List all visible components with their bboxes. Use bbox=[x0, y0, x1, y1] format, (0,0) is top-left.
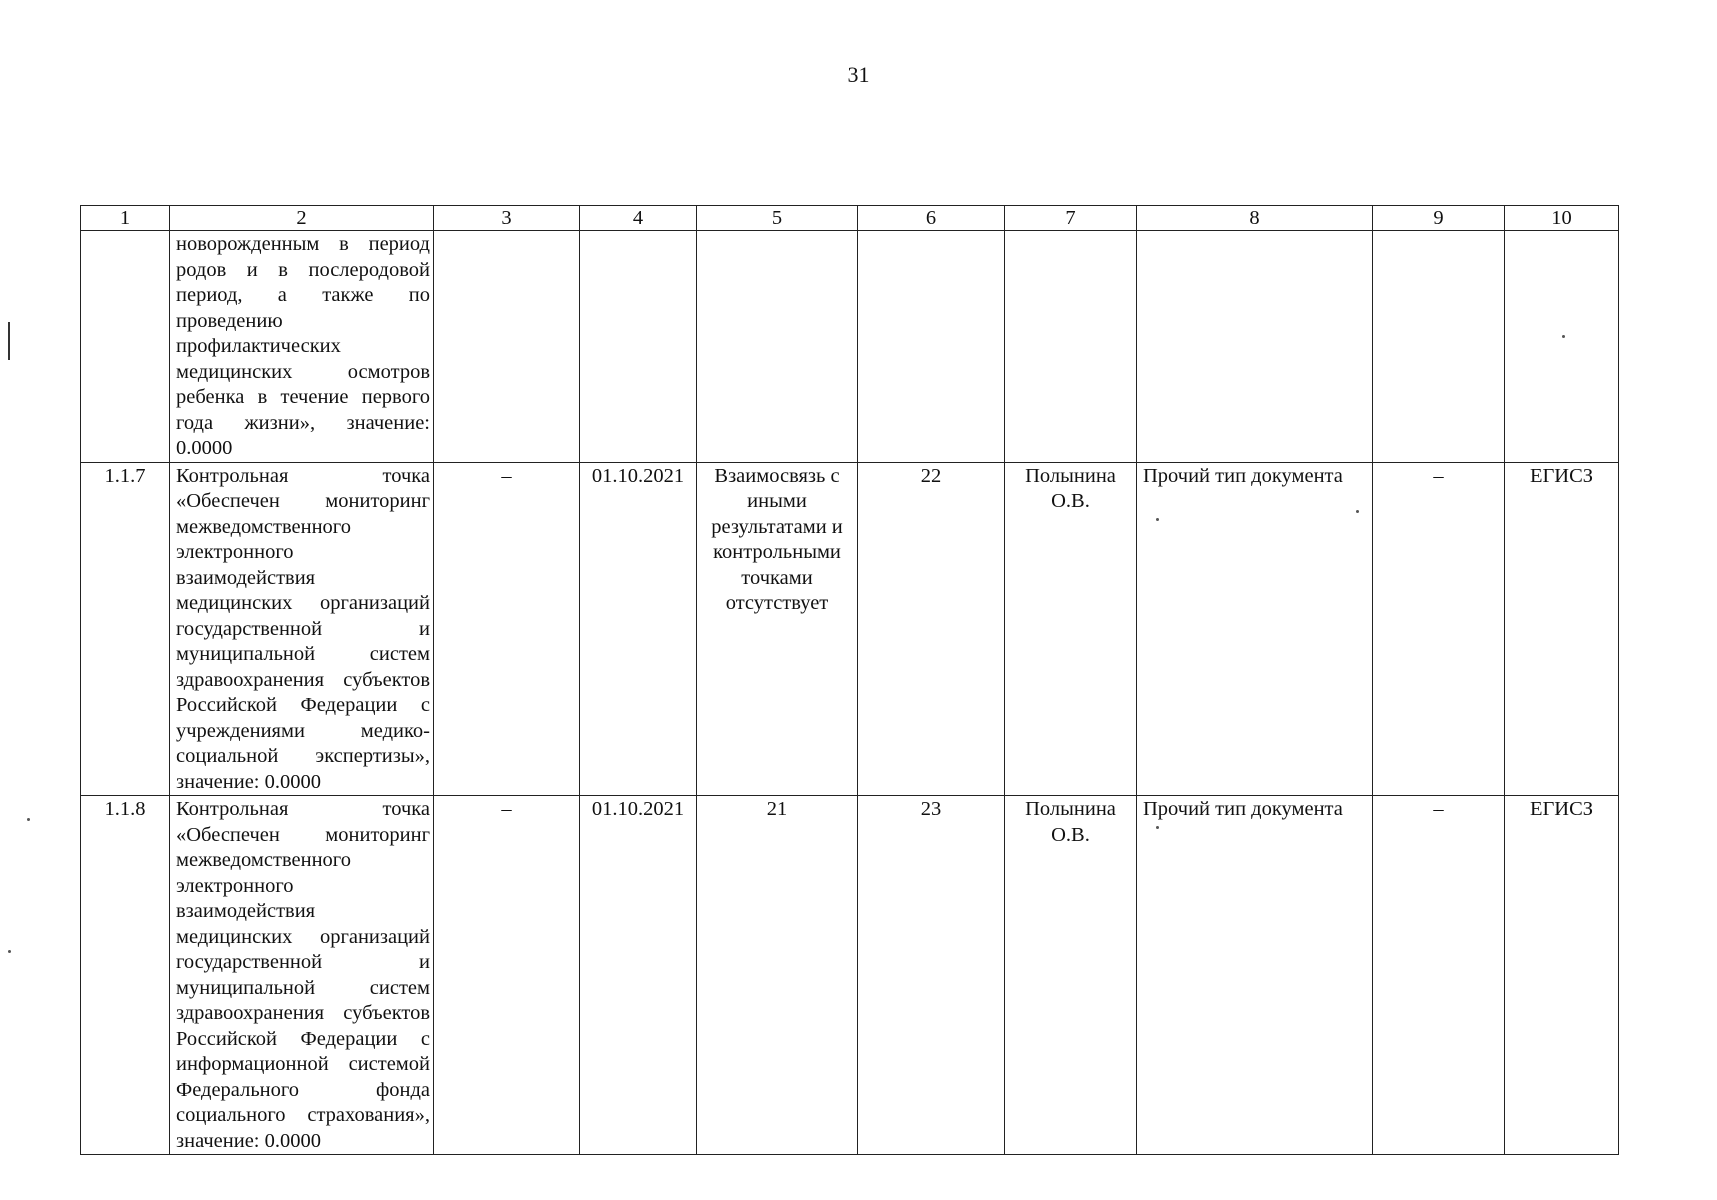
scan-speck bbox=[27, 818, 30, 821]
margin-mark bbox=[8, 322, 10, 360]
cell-col-4: 01.10.2021 bbox=[580, 462, 697, 796]
cell-col-4: 01.10.2021 bbox=[580, 796, 697, 1155]
cell-col-10: ЕГИСЗ bbox=[1505, 796, 1619, 1155]
cell-col-7: Полынина О.В. bbox=[1005, 462, 1137, 796]
cell-col-8 bbox=[1137, 231, 1373, 463]
table-header-row bbox=[81, 206, 1619, 231]
column-header-6: 6 bbox=[858, 206, 1005, 231]
scan-speck bbox=[1356, 510, 1359, 513]
column-header-9: 9 bbox=[1373, 206, 1505, 231]
description-cell: Контрольная точка «Обеспечен мониторинг межведомственного электронного взаимодействия медицинских организаций государственной и муниципальной систем здравоохранения субъектов Российской Федерации с учреждениями медико-социальной экспертизы», значение: 0.0000 bbox=[170, 462, 434, 796]
cell-col-10 bbox=[1505, 231, 1619, 463]
cell-col-7 bbox=[1005, 231, 1137, 463]
description-cell: Контрольная точка «Обеспечен мониторинг межведомственного электронного взаимодействия медицинских организаций государственной и муниципальной систем здравоохранения субъектов Российской Федерации с информационной системой Федерального фонда социального страхования», значение: 0.0000 bbox=[170, 796, 434, 1155]
cell-col-5 bbox=[697, 231, 858, 463]
column-header-10: 10 bbox=[1505, 206, 1619, 231]
column-header-4: 4 bbox=[580, 206, 697, 231]
cell-col-9: – bbox=[1373, 796, 1505, 1155]
column-header-3: 3 bbox=[434, 206, 580, 231]
scan-speck bbox=[1156, 518, 1159, 521]
description-cell: новорожденным в период родов и в послеродовой период, а также по проведению профилактических медицинских осмотров ребенка в течение первого года жизни», значение: 0.0000 bbox=[170, 231, 434, 463]
cell-col-5: Взаимосвязь с иными результатами и контрольными точками отсутствует bbox=[697, 462, 858, 796]
cell-col-8: Прочий тип документа bbox=[1137, 462, 1373, 796]
column-header-7: 7 bbox=[1005, 206, 1137, 231]
cell-col-6: 23 bbox=[858, 796, 1005, 1155]
table-row bbox=[81, 796, 1619, 1155]
cell-col-4 bbox=[580, 231, 697, 463]
cell-col-3: – bbox=[434, 796, 580, 1155]
cell-col-6: 22 bbox=[858, 462, 1005, 796]
cell-col-8: Прочий тип документа bbox=[1137, 796, 1373, 1155]
page-number: 31 bbox=[847, 62, 870, 87]
data-table bbox=[80, 205, 1619, 1155]
cell-col-9 bbox=[1373, 231, 1505, 463]
cell-col-10: ЕГИСЗ bbox=[1505, 462, 1619, 796]
cell-col-7: Полынина О.В. bbox=[1005, 796, 1137, 1155]
column-header-8: 8 bbox=[1137, 206, 1373, 231]
cell-col-5: 21 bbox=[697, 796, 858, 1155]
cell-col-3: – bbox=[434, 462, 580, 796]
row-number-cell: 1.1.8 bbox=[81, 796, 170, 1155]
column-header-2: 2 bbox=[170, 206, 434, 231]
scan-speck bbox=[1156, 826, 1159, 829]
scan-speck bbox=[1562, 335, 1565, 338]
scan-speck bbox=[8, 950, 11, 953]
column-header-1: 1 bbox=[81, 206, 170, 231]
table-row bbox=[81, 462, 1619, 796]
cell-col-3 bbox=[434, 231, 580, 463]
cell-col-9: – bbox=[1373, 462, 1505, 796]
table-row bbox=[81, 231, 1619, 463]
column-header-5: 5 bbox=[697, 206, 858, 231]
row-number-cell bbox=[81, 231, 170, 463]
row-number-cell: 1.1.7 bbox=[81, 462, 170, 796]
cell-col-6 bbox=[858, 231, 1005, 463]
